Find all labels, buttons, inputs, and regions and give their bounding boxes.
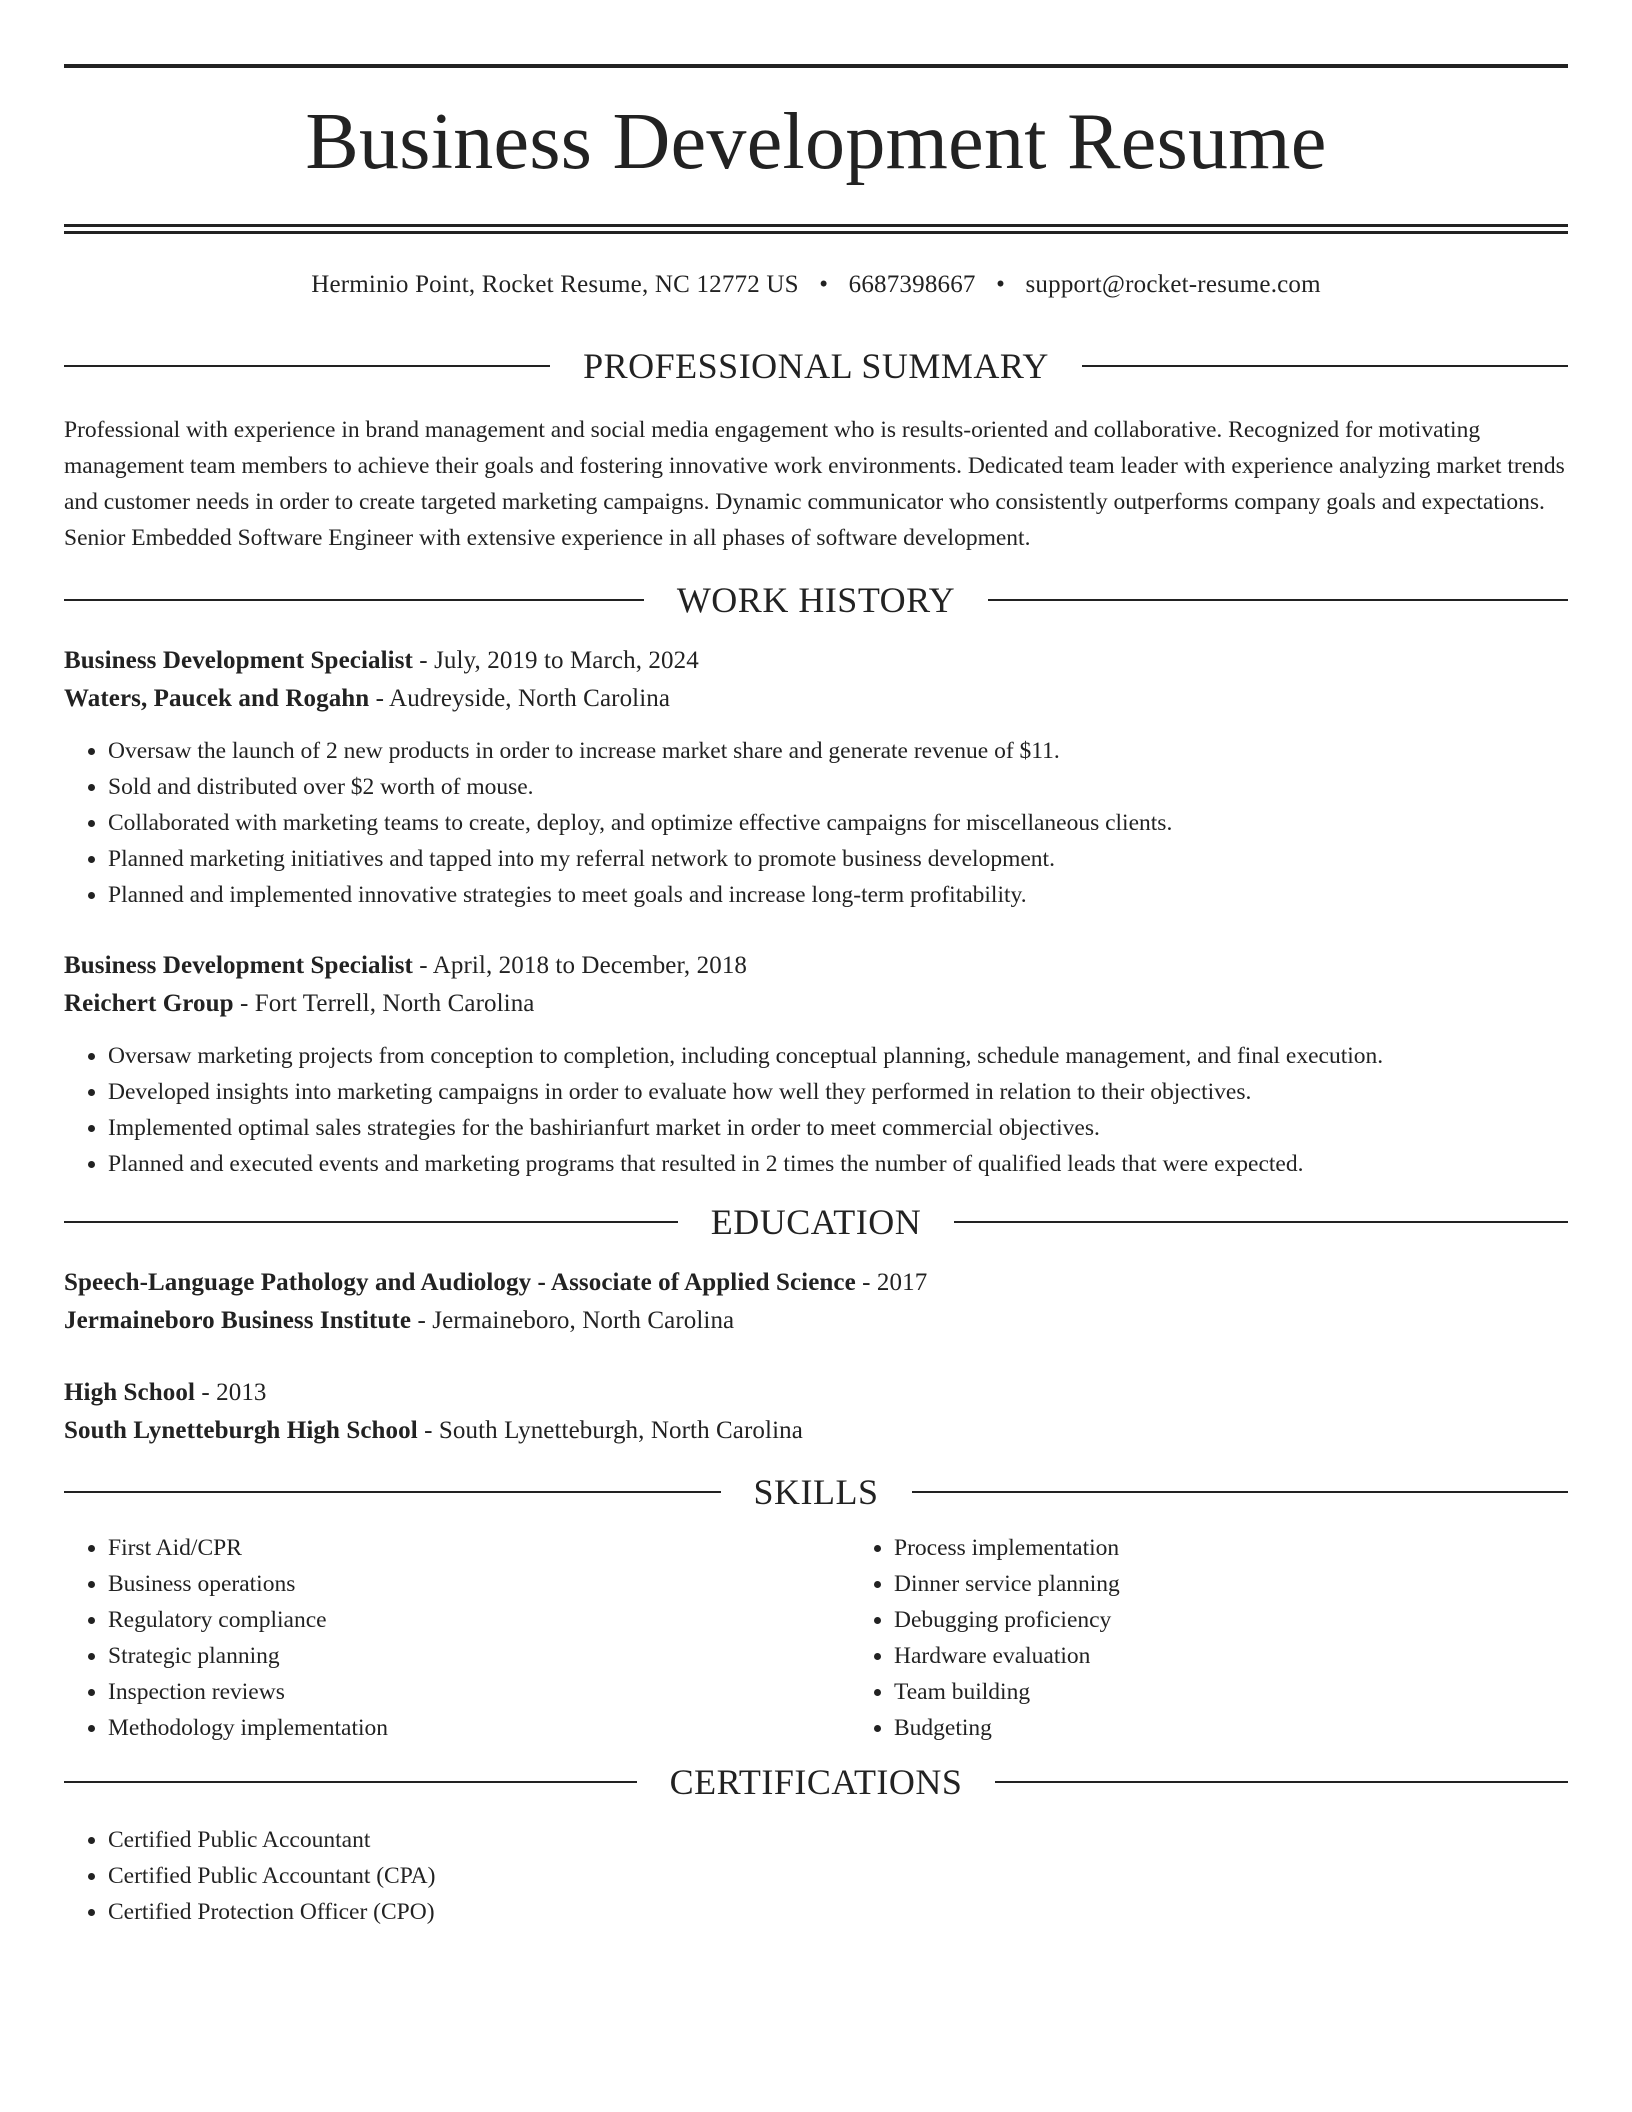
- job-bullet: • Developed insights into marketing campaigns in order to evaluate how well they performed in relation to their objectives.: [108, 1074, 1568, 1110]
- section-rule: [64, 1781, 637, 1783]
- contact-email: support@rocket-resume.com: [1025, 271, 1321, 298]
- skill-item: • Process implementation: [894, 1530, 1632, 1566]
- section-rule: [64, 599, 644, 601]
- section-rule: [995, 1781, 1568, 1783]
- job-title-line: [64, 947, 1568, 985]
- education-entry: [64, 1374, 1568, 1450]
- job-company: Waters, Paucek and Rogahn: [64, 685, 370, 712]
- education-school: Jermaineboro Business Institute: [64, 1307, 412, 1334]
- education-degree: High School: [64, 1379, 195, 1406]
- skills-columns: [64, 1530, 1568, 1746]
- skill-item: • Business operations: [108, 1566, 850, 1602]
- skill-item: • Methodology implementation: [108, 1710, 850, 1746]
- job-bullet: • Collaborated with marketing teams to create, deploy, and optimize effective campaigns for miscellaneous clients.: [108, 805, 1568, 841]
- section-rule: [64, 1221, 678, 1223]
- job-dates: - April, 2018 to December, 2018: [412, 952, 748, 979]
- certification-item: • Certified Protection Officer (CPO): [108, 1894, 1568, 1930]
- section-rule: [988, 599, 1568, 601]
- skill-item: • Strategic planning: [108, 1638, 850, 1674]
- summary-text: Professional with experience in brand management and social media engagement who is results-oriented and collaborative. Recognized for motivating management team members to achieve their goals and fostering innovative work environments. Dedicated team leader with experience analyzing market trends and customer needs in order to create targeted marketing campaigns. Dynamic communicator who consistently outperforms company goals and expectations. Senior Embedded Software Engineer with extensive experience in all phases of software development.: [64, 417, 1565, 551]
- certification-item: • Certified Public Accountant: [108, 1822, 1568, 1858]
- contact-line: [64, 268, 1568, 302]
- title-double-rule: [64, 224, 1568, 234]
- education-location: - South Lynetteburgh, North Carolina: [417, 1417, 803, 1444]
- section-title-education: EDUCATION: [710, 1202, 922, 1242]
- section-header-education: [64, 1198, 1568, 1246]
- education-location: - Jermaineboro, North Carolina: [411, 1307, 735, 1334]
- contact-address: Herminio Point, Rocket Resume, NC 12772 US: [311, 271, 799, 298]
- job-title: Business Development Specialist: [64, 952, 413, 979]
- section-rule: [1082, 365, 1568, 367]
- education-year: - 2013: [195, 1379, 267, 1406]
- skill-item: • Budgeting: [894, 1710, 1632, 1746]
- job-entry: [64, 642, 1568, 913]
- skill-item: • Regulatory compliance: [108, 1602, 850, 1638]
- education-school-line: [64, 1302, 1568, 1340]
- job-dates: - July, 2019 to March, 2024: [412, 647, 699, 674]
- section-header-skills: [64, 1468, 1568, 1516]
- section-header-summary: [64, 342, 1568, 390]
- job-bullet: • Oversaw marketing projects from conception to completion, including conceptual planning, schedule management, and final execution.: [108, 1038, 1568, 1074]
- section-title-work: WORK HISTORY: [676, 580, 956, 620]
- section-rule: [64, 1491, 721, 1493]
- education-school-line: [64, 1412, 1568, 1450]
- section-rule: [912, 1491, 1569, 1493]
- job-bullets: [64, 1038, 1568, 1182]
- job-bullet: • Implemented optimal sales strategies for the bashirianfurt market in order to meet commercial objectives.: [108, 1110, 1568, 1146]
- job-bullet: • Sold and distributed over $2 worth of mouse.: [108, 769, 1568, 805]
- section-title-certifications: CERTIFICATIONS: [669, 1762, 963, 1802]
- skill-item: • Hardware evaluation: [894, 1638, 1632, 1674]
- resume-title: Business Development Resume: [305, 98, 1327, 186]
- skill-item: • Team building: [894, 1674, 1632, 1710]
- education-entry: [64, 1264, 1568, 1340]
- contact-separator: •: [819, 271, 829, 298]
- job-company-line: [64, 680, 1568, 718]
- top-rule: [64, 64, 1568, 68]
- job-bullet: • Oversaw the launch of 2 new products in order to increase market share and generate revenue of $11.: [108, 733, 1568, 769]
- education-degree: Speech-Language Pathology and Audiology - Associate of Applied Science: [64, 1269, 856, 1296]
- section-title-summary: PROFESSIONAL SUMMARY: [583, 346, 1049, 386]
- skills-list-right: [850, 1530, 1632, 1746]
- job-location: - Audreyside, North Carolina: [369, 685, 671, 712]
- skill-item: • Dinner service planning: [894, 1566, 1632, 1602]
- contact-phone: 6687398667: [848, 271, 976, 298]
- job-title: Business Development Specialist: [64, 647, 413, 674]
- certifications-list: [64, 1822, 1568, 1930]
- contact-separator: •: [996, 271, 1006, 298]
- skill-item: • First Aid/CPR: [108, 1530, 850, 1566]
- section-rule: [64, 365, 550, 367]
- job-location: - Fort Terrell, North Carolina: [233, 990, 535, 1017]
- job-bullet: • Planned marketing initiatives and tapped into my referral network to promote business development.: [108, 841, 1568, 877]
- education-degree-line: [64, 1374, 1568, 1412]
- skill-item: • Inspection reviews: [108, 1674, 850, 1710]
- certification-item: • Certified Public Accountant (CPA): [108, 1858, 1568, 1894]
- skills-list-left: [64, 1530, 850, 1746]
- job-company: Reichert Group: [64, 990, 234, 1017]
- job-title-line: [64, 642, 1568, 680]
- resume-page: [64, 64, 1568, 1930]
- job-bullet: • Planned and implemented innovative strategies to meet goals and increase long-term profitability.: [108, 877, 1568, 913]
- job-company-line: [64, 985, 1568, 1023]
- education-school: South Lynetteburgh High School: [64, 1417, 418, 1444]
- section-header-work: [64, 576, 1568, 624]
- job-entry: [64, 947, 1568, 1182]
- job-bullets: [64, 733, 1568, 913]
- section-rule: [954, 1221, 1568, 1223]
- skill-item: • Debugging proficiency: [894, 1602, 1632, 1638]
- job-bullet: • Planned and executed events and marketing programs that resulted in 2 times the number of qualified leads that were expected.: [108, 1146, 1568, 1182]
- section-header-certifications: [64, 1758, 1568, 1806]
- education-degree-line: [64, 1264, 1568, 1302]
- section-title-skills: SKILLS: [753, 1472, 879, 1512]
- education-year: - 2017: [855, 1269, 928, 1296]
